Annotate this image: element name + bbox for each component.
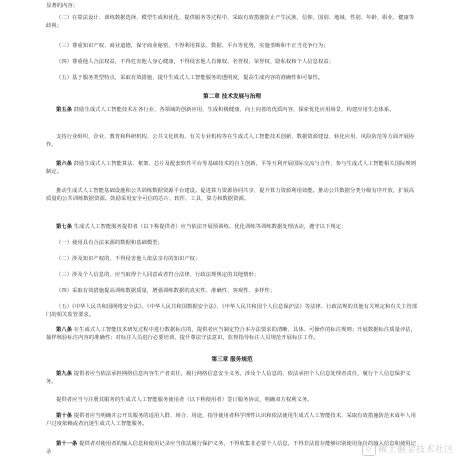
article-number: 第八条 (56, 327, 73, 333)
article-number: 第九条 (56, 371, 73, 377)
article-number: 第十条 (56, 413, 73, 419)
article-6-para: 推动生成式人工智能基础设施和公共训练数据资源平台建设。促进算力资源协同共享，提升算力资源利用效能。推动公共数据分类分级有序开放，扩展高质量的公共训练数据资源。鼓励采用安全可信的芯片、软件、工具、算力和数据资源。 (46, 188, 415, 203)
article-5-para: 支持行业组织、企业、教育和科研机构、公共文化机构、有关专业机构等在生成式人工智能技术创新、数据资源建设、转化应用、风险防范等方面开展协作。 (46, 134, 415, 149)
clause-5: （五）基于服务类型特点，采取有效措施，提升生成式人工智能服务的透明度，提高生成内容的准确性和可靠性。 (56, 75, 324, 81)
chapter-heading: 第二章 技术发展与治理 (203, 94, 261, 100)
article-text: 生成式人工智能服务提供者（以下称提供者）应当依法开展预训练、优化训练等训练数据处理活动，遵守以下规定： (73, 224, 347, 230)
article-7 (46, 223, 418, 231)
article-text: 提供者应当明确并公开其服务的适用人群、场合、用途，指导使用者科学理性认识和依法使用生成式人工智能技术，采取有效措施防范未成年人用户过度依赖或者沉迷生成式人工智能服务。 (46, 413, 416, 428)
text-line: 显著的内容； (46, 3, 79, 9)
article-text: 提供者应当依法承担网络信息内容生产者责任，履行网络信息安全义务。涉及个人信息的，依法承担个人信息处理者责任，履行个人信息保护义务。 (46, 371, 411, 386)
article-8 (46, 326, 418, 342)
article-5 (46, 106, 418, 114)
article-number: 第六条 (56, 161, 73, 167)
article-number: 第五条 (56, 107, 73, 113)
article-7-item: （二）涉及知识产权的，不得侵害他人依法享有的知识产权； (56, 256, 201, 262)
article-7-item: （五）《中华人民共和国网络安全法》、《中华人民共和国数据安全法》、《中华人民共和国个人信息保护法》等法律、行政法规的其他有关规定和有关主管部门的相关监管要求。 (46, 304, 418, 319)
article-7-item: （四）采取有效措施提高训练数据质量，增强训练数据的真实性、准确性、客观性、多样性； (56, 288, 276, 294)
article-number: 第十一条 (56, 441, 78, 447)
watermark-text: 稀土掘金技术社区 (377, 444, 454, 455)
article-9 (46, 370, 418, 386)
article-9-para: 提供者应当与注册其服务的生成式人工智能服务使用者（以下称使用者）签订服务协议，明确双方权利义务。 (56, 397, 313, 403)
article-7-item: （一）使用具有合法来源的数据和基础模型； (56, 240, 163, 246)
article-text: 鼓励生成式人工智能算法、框架、芯片及配套软件平台等基础技术的自主创新，平等互利开展国际交流与合作，参与生成式人工智能相关国际规则制定。 (46, 161, 416, 176)
clause-2: （二）在算法设计、训练数据选择、模型生成和优化、提供服务等过程中，采取有效措施防止产生民族、信仰、国别、地域、性别、年龄、职业、健康等歧视； (46, 15, 415, 30)
article-number: 第七条 (56, 224, 73, 230)
clause-4: （四）尊重他人合法权益，不得危害他人身心健康，不得侵害他人肖像权、名誉权、荣誉权、隐私权和个人信息权益； (56, 59, 335, 65)
article-text: 在生成式人工智能技术研发过程中进行数据标注的，提供者应当制定符合本办法要求的清晰、具体、可操作的标注规则；开展数据标注质量评估，抽样核验标注内容的准确性；对标注人员进行必要培训，提升尊法守法意识，监督指导标注人员规范开展标注工作。 (46, 327, 416, 342)
article-7-item: （三）涉及个人信息的，应当取得个人同意或者符合法律、行政法规规定的其他情形； (56, 272, 260, 278)
article-text: 提供者对使用者的输入信息和使用记录应当依法履行保护义务，不得收集非必要个人信息，不得非法留存能够识别使用身份的输入信息和使用记录 (46, 441, 416, 456)
chapter-heading: 第三章 服务规范 (211, 357, 253, 363)
article-6 (46, 160, 418, 176)
article-text: 鼓励生成式人工智能技术在各行业、各领域的创新应用，生成积极健康、向上向善的优质内容，探索优化应用场景，构建应用生态体系。 (73, 107, 395, 113)
article-10 (46, 412, 418, 428)
logo-icon: ◇ (362, 442, 376, 456)
watermark (362, 442, 454, 457)
clause-3: （三）尊重知识产权、商业道德，保守商业秘密，不得利用算法、数据、平台等优势，实施垄断和不正当竞争行为； (56, 43, 329, 49)
